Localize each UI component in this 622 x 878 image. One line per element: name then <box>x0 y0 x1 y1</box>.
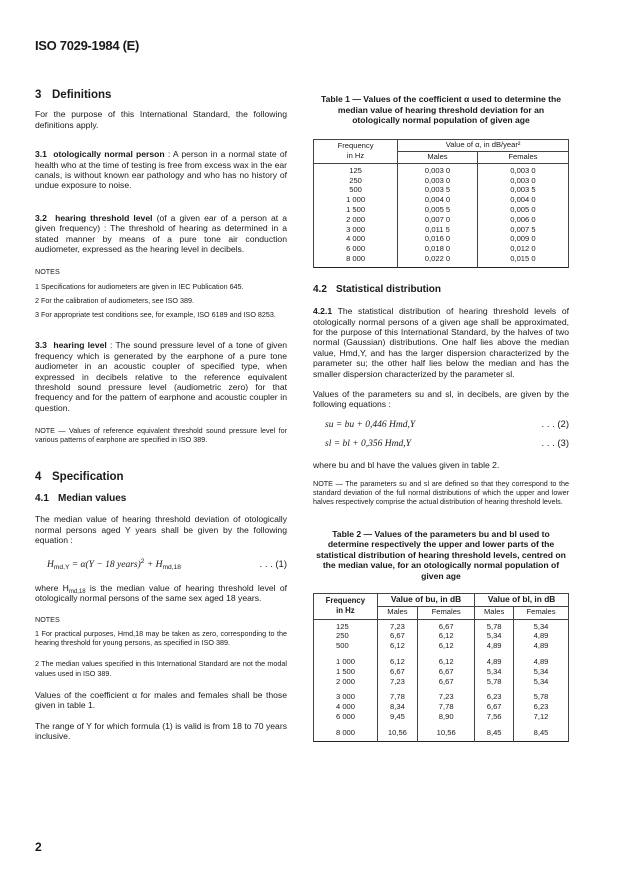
paragraph-where-hmd18: where $H_{md,18}$ is the median value of hearing threshold level of otologically normal persons of the same sex aged 18 years. <box>35 582 287 604</box>
table-2-row <box>314 619 569 631</box>
table-2-body <box>314 619 569 741</box>
table-2-cell-bl-males: 5,78 <box>475 619 514 631</box>
table-2-cell-bu-males: 6,67 <box>377 667 417 677</box>
table-2-cell-bl-females: 6,23 <box>514 702 569 712</box>
table-2-row <box>314 667 569 677</box>
table-2-cell-bl-males: 8,45 <box>475 728 514 741</box>
table-1-row <box>314 185 569 195</box>
table-1-row <box>314 205 569 215</box>
definition-3-2: 3.2 hearing threshold level (of a given ear of a person at a given frequency) : The threshold of hearing as determined in a stated manner by means of a pure tone air conduction audiometer, expressed as the hearing level in decibels. <box>35 212 288 255</box>
note-2-2: 2 The median values specified in this International Standard are not the modal values used in ISO 389. <box>35 659 287 678</box>
table-2-row <box>314 677 569 687</box>
table-2-header-bl-males: Males <box>475 606 514 619</box>
table-2-cell-bl-females: 4,89 <box>514 657 569 667</box>
table-2-cell-bu-males: 7,78 <box>377 692 417 702</box>
table-1-cell-females: 0,003 0 <box>477 163 568 175</box>
table-2-cell-bu-males: 8,34 <box>377 702 417 712</box>
notes-title: NOTES <box>35 267 60 277</box>
table-1-cell-frequency: 4 000 <box>314 234 398 244</box>
table-2-cell-bu-females: 7,78 <box>418 702 475 712</box>
table-2-cell-frequency: 1 000 <box>314 657 378 667</box>
table-2-cell-bl-females: 8,45 <box>514 728 569 741</box>
table-2-cell-bu-females: 6,12 <box>418 657 475 667</box>
equation-1: $H_{md,Y} = \alpha(Y - 18$ years)$^2$ + $H_{md,18}$ . . . (1) <box>47 557 287 571</box>
left-column <box>35 90 287 741</box>
page-number: 2 <box>35 840 42 854</box>
table-2-cell-bu-males: 6,12 <box>377 641 417 651</box>
equation-1-label: . . . (1) <box>259 558 287 570</box>
table-2-cell-frequency: 1 500 <box>314 667 378 677</box>
table-1-cell-frequency: 125 <box>314 163 398 175</box>
section-4-1-heading: 4.1 Median values <box>35 492 127 504</box>
paragraph-where-bu-bl: where bu and bl have the values given in table 2. <box>313 459 500 470</box>
table-1-row <box>314 215 569 225</box>
document-id-header: ISO 7029-1984 (E) <box>35 38 140 53</box>
table-2-row <box>314 702 569 712</box>
table-2-row <box>314 692 569 702</box>
table-2-cell-bl-females: 5,34 <box>514 677 569 687</box>
table-1-cell-females: 0,006 0 <box>477 215 568 225</box>
note-2-1: 1 For practical purposes, Hmd,18 may be taken as zero, corresponding to the hearing threshold for young persons, as specified in ISO 389. <box>35 628 287 648</box>
table-1-cell-males: 0,022 0 <box>398 254 478 267</box>
table-2-cell-frequency: 2 000 <box>314 677 378 687</box>
table-1-cell-males: 0,003 5 <box>398 185 478 195</box>
table-2-row <box>314 728 569 741</box>
table-2-cell-bu-females: 6,67 <box>418 667 475 677</box>
table-2-header-bu-females: Females <box>418 606 475 619</box>
table-2-cell-bl-females: 5,34 <box>514 619 569 631</box>
equation-2-label: . . . (2) <box>541 418 569 430</box>
table-2-cell-frequency: 8 000 <box>314 728 378 741</box>
equation-2: su = bu + 0,446 Hmd,Y . . . (2) <box>325 418 569 430</box>
table-1-row <box>314 254 569 267</box>
table-1 <box>313 139 569 268</box>
table-1-cell-males: 0,011 5 <box>398 225 478 235</box>
table-1-row <box>314 176 569 186</box>
table-1-cell-frequency: 500 <box>314 185 398 195</box>
table-2-cell-bl-males: 4,89 <box>475 657 514 667</box>
table-1-cell-females: 0,004 0 <box>477 195 568 205</box>
table-1-row <box>314 225 569 235</box>
table-2-header-bu: Value of bu, in dB <box>377 593 475 606</box>
table-2-cell-bl-males: 5,34 <box>475 667 514 677</box>
table-1-cell-females: 0,015 0 <box>477 254 568 267</box>
table-2-header-frequency: Frequency in Hz <box>314 593 378 619</box>
table-2-cell-bu-males: 6,12 <box>377 657 417 667</box>
table-1-cell-females: 0,009 0 <box>477 234 568 244</box>
table-2-cell-bu-females: 6,12 <box>418 641 475 651</box>
table-1-header-alpha: Value of α, in dB/year² <box>398 139 569 151</box>
table-1-caption: Table 1 — Values of the coefficient α used to determine the median value of hearing threshold deviation for an otologically normal population of given age <box>320 94 562 126</box>
table-1-cell-males: 0,005 5 <box>398 205 478 215</box>
table-2 <box>313 593 569 742</box>
table-2-cell-bl-females: 7,12 <box>514 712 569 722</box>
table-2-row <box>314 641 569 651</box>
table-1-row <box>314 195 569 205</box>
table-1-header-males: Males <box>398 151 478 163</box>
table-1-body <box>314 163 569 267</box>
equation-3-label: . . . (3) <box>541 438 569 450</box>
section-4-heading: 4 Specification <box>35 470 124 483</box>
table-2-cell-bl-males: 7,56 <box>475 712 514 722</box>
table-1-header-frequency: Frequency in Hz <box>314 139 398 163</box>
table-2-cell-bl-females: 4,89 <box>514 641 569 651</box>
note-1: 1 Specifications for audiometers are given in IEC Publication 645. <box>35 281 244 291</box>
table-2-cell-bl-females: 5,78 <box>514 692 569 702</box>
paragraph-median-values: The median value of hearing threshold deviation of otologically normal persons aged Y years shall be given by the following equation : <box>35 514 287 546</box>
paragraph-parameters: Values of the parameters su and sl, in decibels, are given by the following equations : <box>313 389 569 410</box>
table-1-cell-frequency: 2 000 <box>314 215 398 225</box>
table-2-cell-bu-females: 10,56 <box>418 728 475 741</box>
table-2-row <box>314 712 569 722</box>
table-2-cell-frequency: 125 <box>314 619 378 631</box>
table-2-cell-frequency: 4 000 <box>314 702 378 712</box>
table-1-cell-frequency: 1 500 <box>314 205 398 215</box>
table-1-cell-females: 0,003 5 <box>477 185 568 195</box>
table-1-cell-frequency: 6 000 <box>314 244 398 254</box>
table-1-cell-females: 0,012 0 <box>477 244 568 254</box>
table-1-cell-females: 0,005 0 <box>477 205 568 215</box>
table-1-cell-males: 0,004 0 <box>398 195 478 205</box>
table-2-cell-bl-males: 5,78 <box>475 677 514 687</box>
table-2-cell-bl-males: 6,23 <box>475 692 514 702</box>
table-2-cell-bu-males: 10,56 <box>377 728 417 741</box>
table-1-row <box>314 163 569 175</box>
paragraph-age-range: The range of Y for which formula (1) is valid is from 18 to 70 years inclusive. <box>35 720 287 742</box>
table-2-cell-bu-females: 6,67 <box>418 677 475 687</box>
table-2-cell-bl-males: 4,89 <box>475 641 514 651</box>
table-2-cell-bu-females: 6,67 <box>418 619 475 631</box>
table-1-row <box>314 234 569 244</box>
table-2-row <box>314 657 569 667</box>
table-1-header-females: Females <box>477 151 568 163</box>
table-2-cell-bu-females: 8,90 <box>418 712 475 722</box>
table-2-header-bu-males: Males <box>377 606 417 619</box>
table-1-cell-males: 0,016 0 <box>398 234 478 244</box>
table-1-cell-females: 0,003 0 <box>477 176 568 186</box>
note-3: 3 For appropriate test conditions see, for example, ISO 6189 and ISO 8253. <box>35 310 276 320</box>
table-2-cell-frequency: 250 <box>314 631 378 641</box>
paragraph-alpha-values: Values of the coefficient α for males and females shall be those given in table 1. <box>35 689 287 711</box>
table-1-cell-males: 0,007 0 <box>398 215 478 225</box>
note-hearing-level: NOTE — Values of reference equivalent threshold sound pressure level for various patterns of earphone are specified in ISO 389. <box>35 426 287 445</box>
table-2-cell-bu-males: 9,45 <box>377 712 417 722</box>
table-2-cell-frequency: 3 000 <box>314 692 378 702</box>
right-column <box>313 94 569 742</box>
paragraph-4-2-1: 4.2.1 The statistical distribution of hearing threshold levels of otologically normal persons of a given age shall be approximated, for the purpose of this International Standard, by the halves of two normal (Gaussian) distributions. One half lies above the median value, Hmd,Y, and has the larger dispersion characterized by the parameter su; the other half lies below the median and has the smaller dispersion characterized by the parameter sl. <box>313 306 569 379</box>
note-2: 2 For the calibration of audiometers, see ISO 389. <box>35 295 195 305</box>
note-parameters: NOTE — The parameters su and sl are defined so that they correspond to the standard deviation of the full normal distributions of which the upper and lower halves respectively comprise the actual distribution of hearing threshold levels. <box>313 479 569 507</box>
table-2-caption: Table 2 — Values of the parameters bu and bl used to determine respectively the upper and lower parts of the statistical distribution of hearing threshold levels, centred on the median value, for an otologically normal population of given age <box>316 528 566 582</box>
table-1-cell-males: 0,003 0 <box>398 176 478 186</box>
table-2-cell-frequency: 500 <box>314 641 378 651</box>
section-3-heading: 3 Definitions <box>35 89 112 101</box>
table-2-cell-bl-males: 6,67 <box>475 702 514 712</box>
table-2-cell-bl-females: 5,34 <box>514 667 569 677</box>
definition-3-3: 3.3 hearing level : The sound pressure level of a tone of given frequency which is generated by the earphone of a pure tone audiometer in an acoustic coupler of specified type, when expressed in decibels relative to the reference equivalent threshold sound pressure level (audiometric zero) for that frequency and for the pattern of earphone and acoustic coupler in question. <box>35 340 287 413</box>
table-1-cell-frequency: 8 000 <box>314 254 398 267</box>
table-2-cell-bu-males: 6,67 <box>377 631 417 641</box>
section-3-intro: For the purpose of this International Standard, the following definitions apply. <box>35 109 287 130</box>
table-2-cell-bu-males: 7,23 <box>377 619 417 631</box>
table-2-header-bl-females: Females <box>514 606 569 619</box>
table-1-cell-females: 0,007 5 <box>477 225 568 235</box>
table-2-cell-bu-males: 7,23 <box>377 677 417 687</box>
table-1-cell-frequency: 250 <box>314 176 398 186</box>
table-2-cell-bl-females: 4,89 <box>514 631 569 641</box>
table-1-cell-males: 0,018 0 <box>398 244 478 254</box>
notes-2-title: NOTES <box>35 614 60 624</box>
table-1-cell-frequency: 1 000 <box>314 195 398 205</box>
equation-3: sl = bl + 0,356 Hmd,Y . . . (3) <box>325 438 569 450</box>
table-1-cell-males: 0,003 0 <box>398 163 478 175</box>
table-2-cell-bl-males: 5,34 <box>475 631 514 641</box>
table-2-cell-bu-females: 6,12 <box>418 631 475 641</box>
table-2-cell-frequency: 6 000 <box>314 712 378 722</box>
table-1-cell-frequency: 3 000 <box>314 225 398 235</box>
table-1-row <box>314 244 569 254</box>
table-2-header-bl: Value of bl, in dB <box>475 593 569 606</box>
section-4-2-heading: 4.2 Statistical distribution <box>313 283 442 295</box>
table-2-cell-bu-females: 7,23 <box>418 692 475 702</box>
table-2-row <box>314 631 569 641</box>
definition-3-1: 3.1 otologically normal person : A person in a normal state of health who at the time of testing is free from excess wax in the ear canals, is without known ear pathology and who has no history of undue exposure to noise. <box>35 149 287 191</box>
